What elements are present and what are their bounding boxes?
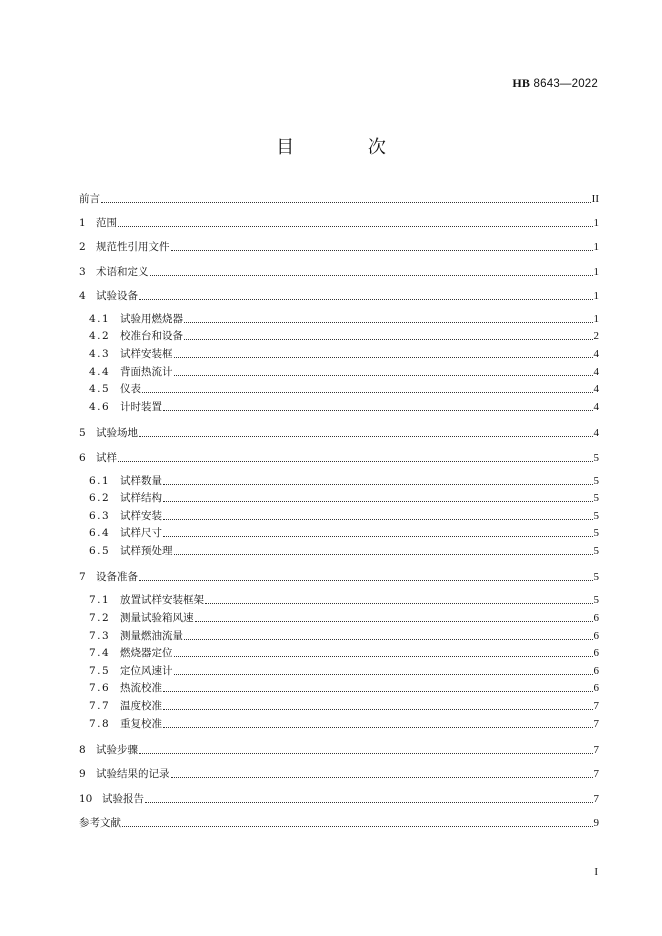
toc-entry-page: 7 [593,700,599,712]
standard-prefix: HB [512,76,531,90]
toc-leader-dots [101,202,591,203]
toc-entry-number: 6.5 [89,544,111,557]
toc-entry [79,424,599,440]
toc-leader-dots [139,436,593,437]
toc-entry-number: 7.1 [89,594,111,607]
toc-leader-dots [163,691,593,692]
toc-leader-dots [205,603,593,604]
toc-entry [89,363,599,379]
toc-entry-page: 7 [593,792,599,805]
toc-entry-page: 5 [593,527,599,540]
toc-entry-page: 5 [593,474,599,487]
toc-entry-text: 前言 [79,193,100,205]
toc-leader-dots [139,753,593,754]
toc-entry [79,568,599,584]
toc-entry-number: 6.4 [89,527,111,540]
toc-entry-label [79,743,138,757]
toc-entry [89,627,599,643]
toc-entry-number: 7.8 [89,717,111,730]
toc-leader-dots [174,674,593,675]
toc-entry-label [79,451,117,465]
toc-entry [89,524,599,540]
toc-entry-text: 试验报告 [102,792,144,805]
toc-entry [89,507,599,523]
toc-entry-page: 7 [593,717,599,730]
toc-entry [79,287,599,303]
toc-entry-number: 8 [79,744,86,757]
toc-entry-text: 试验结果的记录 [96,768,170,781]
toc-leader-dots [150,275,593,276]
toc-leader-dots [163,709,593,710]
toc-entry-number: 6 [79,451,86,464]
toc-entry-page: II [591,193,599,205]
toc-entry [79,814,599,830]
toc-entry-page: 1 [593,265,599,278]
toc-entry-page: 5 [593,492,599,505]
toc-entry [79,765,599,781]
toc-entry-label [79,792,144,806]
toc-entry-label [79,265,149,279]
toc-entry [89,662,599,678]
standard-number [512,76,598,91]
toc-entry [89,591,599,607]
toc-entry [79,790,599,806]
toc-entry-text: 设备准备 [96,571,138,584]
toc-entry-page: 1 [593,312,599,325]
toc-entry [89,644,599,660]
toc-entry-page: 6 [593,629,599,642]
toc-entry-label [79,192,100,206]
toc-entry-number: 4.1 [89,312,111,325]
standard-code: 8643—2022 [533,78,598,90]
toc-entry [89,310,599,326]
toc-entry-page: 1 [593,241,599,254]
toc-entry-page: 7 [593,768,599,781]
toc-entry-number: 7.3 [89,629,111,642]
toc-entry-page: 4 [593,427,599,440]
toc-entry [79,263,599,279]
toc-entry-label [89,544,173,558]
toc-entry-text: 定位风速计 [120,664,173,677]
toc-entry-label [79,240,170,254]
page-title: 目 次 [276,137,420,158]
toc-entry-text: 范围 [96,217,117,230]
toc-entry-number: 4.5 [89,383,111,396]
toc-entry-page: 4 [593,383,599,396]
toc-entry-page: 6 [593,664,599,677]
toc-entry-label [89,491,162,505]
toc-entry-text: 试验用燃烧器 [120,312,183,325]
toc-entry-text: 试验步骤 [96,744,138,757]
toc-entry-label [89,474,162,488]
toc-leader-dots [195,621,593,622]
toc-leader-dots [184,639,593,640]
toc-entry [89,542,599,558]
toc-entry-text: 燃烧器定位 [120,647,173,660]
toc-entry-label [89,526,162,540]
toc-leader-dots [139,299,593,300]
toc-entry-label [89,593,204,607]
toc-entry-number: 10 [79,792,93,805]
toc-entry [89,327,599,343]
toc-entry-number: 6.2 [89,492,111,505]
toc-entry-page: 5 [593,594,599,607]
toc-leader-dots [163,536,593,537]
toc-entry-number: 1 [79,217,86,230]
toc-entry [89,398,599,414]
toc-entry-page: 6 [593,612,599,624]
toc-entry-label [79,289,138,303]
toc-entry [79,238,599,254]
toc-entry-number: 3 [79,265,86,278]
toc-entry-text: 重复校准 [120,717,162,730]
toc-entry-number: 6.1 [89,474,111,487]
toc-entry [79,449,599,465]
toc-entry-text: 试样数量 [120,474,162,487]
toc-entry-number: 4.4 [89,365,111,378]
toc-entry-label [89,699,162,713]
toc-leader-dots [171,777,593,778]
toc-entry-page: 4 [593,400,599,413]
toc-entry-text: 测量试验箱风速 [120,612,194,624]
toc-leader-dots [174,375,593,376]
toc-entry [89,489,599,505]
toc-entry-label [89,611,194,625]
toc-entry-number: 6.3 [89,509,111,522]
toc-entry [79,190,599,206]
toc-entry-label [89,382,141,396]
toc-entry-number: 7 [79,571,86,584]
toc-entry-label [89,681,162,695]
toc-entry-label [89,717,162,731]
toc-entry-label [79,570,138,584]
toc-entry-page: 7 [593,744,599,757]
toc-entry-text: 试样安装 [120,509,162,522]
toc-leader-dots [174,357,593,358]
toc-entry-label [79,426,138,440]
toc-entry-text: 测量燃油流量 [120,629,183,642]
toc-leader-dots [118,226,593,227]
toc-entry-text: 试验设备 [96,289,138,302]
toc-entry-text: 热流校准 [120,682,162,695]
toc-leader-dots [122,826,593,827]
toc-entry-number: 7.5 [89,664,111,677]
toc-entry-label [79,216,117,230]
toc-entry-label [89,365,173,379]
toc-leader-dots [174,554,593,555]
toc-entry-text: 术语和定义 [96,265,149,278]
toc-entry-page: 4 [593,365,599,378]
toc-entry-page: 5 [593,451,599,464]
toc-leader-dots [184,339,593,340]
toc-entry-label [89,664,173,678]
toc-entry [89,609,599,625]
footer-page-number: I [594,866,598,878]
toc-entry-page: 1 [593,217,599,230]
toc-entry-page: 5 [593,509,599,522]
toc-entry-label [89,509,162,523]
toc-entry-text: 背面热流计 [120,365,173,378]
toc-entry-label [79,767,170,781]
toc-entry-number: 7.4 [89,647,111,660]
toc-entry-label [89,400,162,414]
toc-entry-label [89,629,183,643]
toc-entry-text: 温度校准 [120,700,162,712]
toc-entry-page: 2 [593,330,599,343]
toc-entry-page: 4 [593,348,599,360]
toc-entry [89,697,599,713]
toc-entry-page: 5 [593,571,599,584]
toc-entry-page: 6 [593,682,599,695]
toc-leader-dots [163,727,593,728]
toc-entry-number: 4.3 [89,348,111,360]
toc-entry-text: 试样结构 [120,492,162,505]
toc-entry-text: 参考文献 [79,816,121,829]
toc-entry-number: 9 [79,768,86,781]
toc-entry-text: 试样安装框 [120,348,173,360]
toc-leader-dots [163,484,593,485]
toc-entry-number: 7.7 [89,700,111,712]
toc-entry-number: 4.6 [89,400,111,413]
toc-entry-label [89,312,183,326]
toc-entry-number: 4.2 [89,330,111,343]
toc-leader-dots [163,410,593,411]
toc-entry-text: 仪表 [120,383,141,396]
toc-entry-text: 试样预处理 [120,544,173,557]
toc-entry [79,214,599,230]
toc-entry-number: 2 [79,241,86,254]
toc-entry-number: 5 [79,427,86,440]
toc-entry [89,472,599,488]
toc-entry-text: 放置试样安装框架 [120,594,204,607]
toc-entry [79,741,599,757]
toc-entry [89,715,599,731]
toc-entry-text: 规范性引用文件 [96,241,170,254]
toc-entry-label [89,347,173,361]
toc-entry-number: 7.2 [89,612,111,624]
toc-leader-dots [174,656,593,657]
toc-leader-dots [145,802,593,803]
toc-leader-dots [163,501,593,502]
toc-entry-page: 9 [593,816,599,829]
toc-entry-page: 6 [593,647,599,660]
toc-entry-text: 计时装置 [120,400,162,413]
toc-entry-text: 试样 [96,451,117,464]
toc-entry-page: 1 [593,289,599,302]
toc-entry-number: 4 [79,289,86,302]
toc-entry [89,345,599,361]
toc-leader-dots [118,461,593,462]
toc-entry-page: 5 [593,544,599,557]
toc-entry [89,679,599,695]
toc-entry-number: 7.6 [89,682,111,695]
toc-entry-text: 试样尺寸 [120,527,162,540]
toc-entry-label [89,646,173,660]
toc-entry [89,380,599,396]
toc-leader-dots [184,322,593,323]
toc-entry-label [79,816,121,830]
toc-entry-label [89,329,183,343]
toc-leader-dots [139,580,593,581]
toc-entry-text: 试验场地 [96,427,138,440]
toc-entry-text: 校准台和设备 [120,330,183,343]
toc-leader-dots [163,519,593,520]
toc-leader-dots [171,250,593,251]
toc-leader-dots [142,392,593,393]
